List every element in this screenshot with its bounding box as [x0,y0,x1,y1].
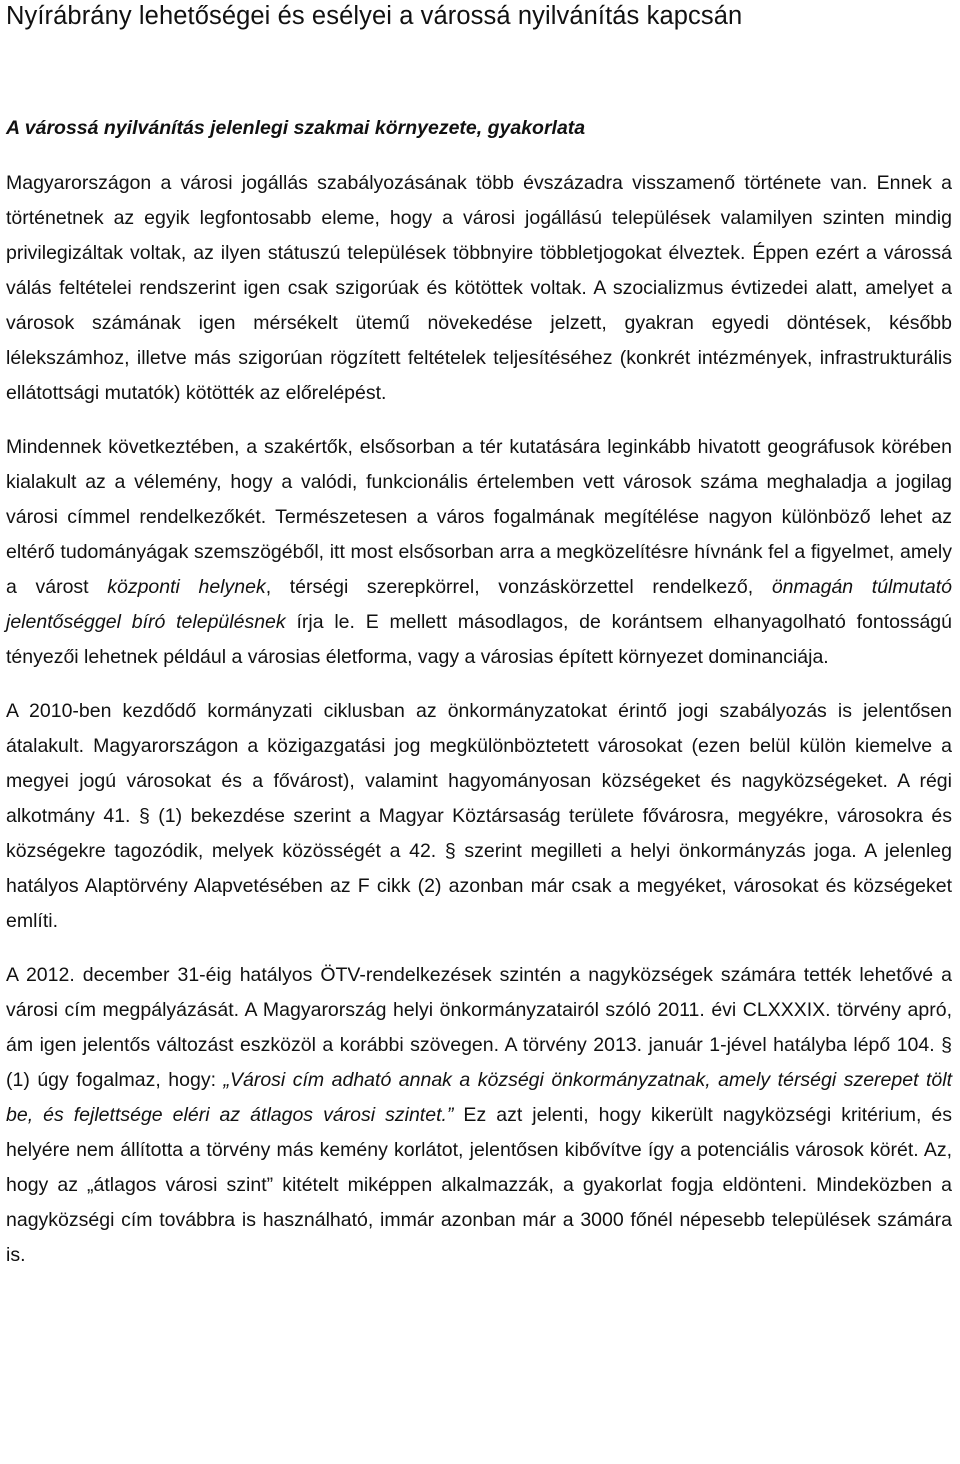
italic-text: központi helynek [107,576,266,598]
body-paragraph [6,166,952,411]
section-subtitle: A várossá nyilvánítás jelenlegi szakmai környezete, gyakorlata [6,117,586,139]
paragraph-text: írja le. E mellett másodlagos, de korántsem elhanyagolható fontosságú tényezői lehetnek például a városias életforma, vagy a városias épített környezet dominanciája. [6,611,953,668]
body-paragraph [6,694,952,939]
italic-text: önmagán túlmutató jelentőséggel bíró településnek [6,576,952,633]
paragraph-text: , térségi szerepkörrel, vonzáskörzettel rendelkező, [265,576,772,598]
paragraph-text: Ez azt jelenti, hogy kikerült nagyközségi kritérium, és helyére nem állította a törvény más kemény korlátot, jelentősen kibővítve így a potenciális városok körét. Az, hogy az „átlagos városi szint” kitételt miképpen alkalmazzák, a gyakorlat fogja eldönteni. Mindeközben a nagyközségi cím továbbra is használható, immár azonban már a 3000 főnél népesebb települések számára is. [6,1104,952,1266]
paragraph-text: Mindennek következtében, a szakértők, elsősorban a tér kutatására leginkább hivatott geográfusok körében kialakult az a vélemény, hogy a valódi, funkcionális értelemben vett városok száma meghaladja a jogilag városi címmel rendelkezőkét. Természetesen a város fogalmának megítélése nagyon különböző lehet az eltérő tudományágak szemszögéből, itt most elsősorban arra a megközelítésre hívnánk fel a figyelmet, amely a várost [6,436,952,598]
document-title: Nyírábrány lehetőségei és esélyei a várossá nyilvánítás kapcsán [6,2,743,30]
document-body [6,166,952,1292]
body-paragraph [6,958,952,1273]
body-paragraph [6,430,952,675]
paragraph-text: A 2010-ben kezdődő kormányzati ciklusban az önkormányzatokat érintő jogi szabályozás is jelentősen átalakult. Magyarországon a közigazgatási jog megkülönböztetett városokat (ezen belül külön kiemelve a megyei jogú városokat és a fővárost), valamint hagyományosan községeket és nagyközségeket. A régi alkotmány 41. § (1) bekezdése szerint a Magyar Köztársaság területe fővárosra, megyékre, városokra és községekre tagozódik, melyek közösségét a 42. § szerint megilleti a helyi önkormányzás joga. A jelenleg hatályos Alaptörvény Alapvetésében az F cikk (2) azonban már csak a megyéket, városokat és községeket említi. [6,700,952,932]
paragraph-text: A 2012. december 31-éig hatályos ÖTV-rendelkezések szintén a nagyközségek számára tették lehetővé a városi cím megpályázását. A Magyarország helyi önkormányzatairól szóló 2011. évi CLXXXIX. törvény apró, ám igen jelentős változást eszközöl a korábbi szövegen. A törvény 2013. január 1-jével hatályba lépő 104. § (1) úgy fogalmaz, hogy: [6,964,952,1091]
paragraph-text: Magyarországon a városi jogállás szabályozásának több évszázadra visszamenő története van. Ennek a történetnek az egyik legfontosabb eleme, hogy a városi jogállású települések valamilyen szinten mindig privilegizáltak voltak, az ilyen státuszú települések többnyire többletjogokat élveztek. Éppen ezért a várossá válás feltételei rendszerint igen csak szigorúak és kötöttek voltak. A szocializmus évtizedei alatt, amelyet a városok számának igen mérsékelt ütemű növekedése jelzett, gyakran egyedi döntések, később lélekszámhoz, illetve más szigorúan rögzített feltételek teljesítéséhez (konkrét intézmények, infrastrukturális ellátottsági mutatók) kötötték az előrelépést. [6,172,952,404]
italic-text: „Városi cím adható annak a községi önkormányzatnak, amely térségi szerepet tölt be, és fejlettsége eléri az átlagos városi szintet.” [6,1069,952,1126]
